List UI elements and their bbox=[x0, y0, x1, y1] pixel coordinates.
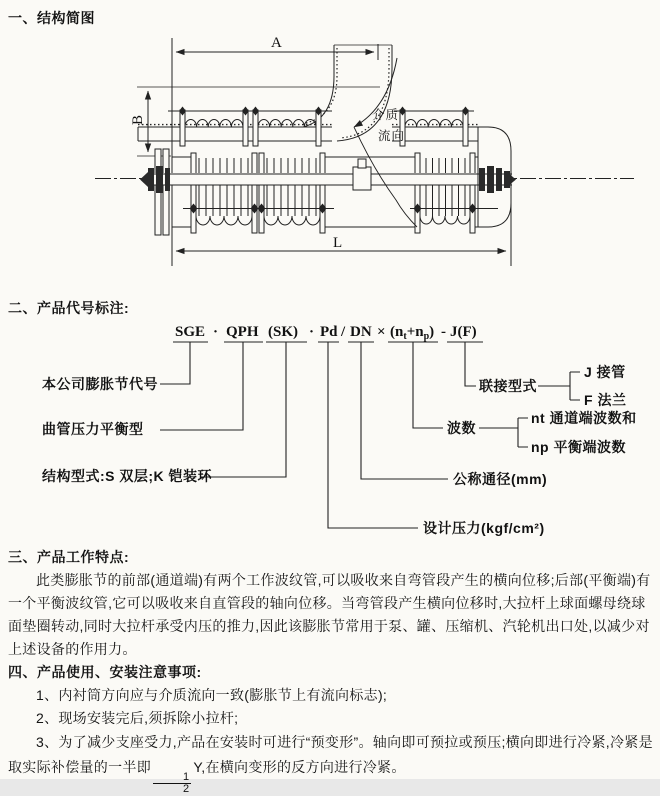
section3-paragraph: 此类膨胀节的前部(通道端)有两个工作波纹管,可以吸收来自弯管段产生的横向位移;后部(平衡端)有一个平衡波纹管,它可以吸收来自直管段的轴向位移。当弯管段产生横向位移时,大拉杆上球面螺母绕球面垫圈转动,同时大拉杆承受内压的推力,因此该膨胀节常用于泵、罐、压缩机、汽轮机出口处,以减少对上述设备的作用力。 bbox=[8, 572, 651, 657]
dim-label-B: B bbox=[130, 114, 146, 125]
label-wave-count: 波数 bbox=[447, 420, 476, 436]
section3-heading: 三、产品工作特点: bbox=[8, 549, 130, 565]
label-nominal-diameter: 公称通径(mm) bbox=[453, 471, 548, 487]
section4-item3 bbox=[8, 730, 656, 796]
label-balanced-type: 曲管压力平衡型 bbox=[42, 421, 144, 437]
label-company-code: 本公司膨胀节代号 bbox=[42, 376, 158, 392]
label-conn-f: F 法兰 bbox=[584, 392, 627, 408]
code-slash: / bbox=[341, 324, 346, 340]
dim-label-A: A bbox=[271, 35, 282, 51]
structure-diagram bbox=[0, 30, 660, 280]
code-dot1: · bbox=[213, 324, 219, 340]
code-jf: J(F) bbox=[450, 324, 477, 340]
upper-bellows bbox=[168, 107, 474, 147]
item3-text-after: Y,在横向变形的反方向进行冷紧。 bbox=[193, 759, 406, 775]
item3-text-before: 3、为了减少支座受力,产品在安装时可进行“预变形”。轴向即可预拉或预压;横向即进行冷紧,冷紧是取实际补偿量的一半即 bbox=[8, 734, 653, 775]
spherical-nut-fitting bbox=[353, 167, 371, 190]
code-sge: SGE bbox=[175, 324, 206, 340]
text-sections bbox=[8, 546, 656, 796]
code-connector-lines bbox=[160, 342, 580, 528]
section1-heading: 一、结构简图 bbox=[8, 10, 95, 26]
code-times: × bbox=[377, 324, 386, 340]
label-wave-np: np 平衡端波数 bbox=[531, 439, 626, 455]
label-connection-type: 联接型式 bbox=[479, 378, 537, 394]
one-half-fraction: $\frac{1}{2}$ bbox=[153, 772, 191, 796]
diagram-linework bbox=[95, 38, 634, 266]
lower-bellows bbox=[191, 153, 475, 233]
section4-item1: 1、内衬筒方向应与介质流向一致(膨胀节上有流向标志); bbox=[36, 687, 388, 703]
code-pd: Pd bbox=[320, 324, 338, 340]
flow-label-line2: 流向 bbox=[378, 129, 406, 143]
product-code-diagram bbox=[0, 318, 660, 543]
label-design-pressure: 设计压力(kgf/cm²) bbox=[423, 520, 545, 536]
product-code-line bbox=[175, 324, 477, 342]
dim-label-L: L bbox=[333, 235, 343, 251]
code-wave-term: $(n_t+n_p)$ bbox=[390, 324, 435, 342]
code-dn: DN bbox=[350, 324, 372, 340]
label-conn-j: J 接管 bbox=[584, 364, 626, 380]
label-structure-type: 结构型式:S 双层;K 铠装环 bbox=[42, 468, 213, 484]
flow-label-line1: 介质 bbox=[372, 108, 400, 122]
code-qph: QPH bbox=[226, 324, 259, 340]
section4-heading: 四、产品使用、安装注意事项: bbox=[8, 664, 202, 680]
section4-item2: 2、现场安装完后,须拆除小拉杆; bbox=[36, 710, 239, 726]
code-dot2: · bbox=[309, 324, 315, 340]
label-wave-nt: nt 通道端波数和 bbox=[531, 410, 637, 426]
bottom-tie-rods bbox=[183, 204, 498, 214]
code-sk: (SK) bbox=[268, 324, 298, 340]
section2-heading: 二、产品代号标注: bbox=[8, 300, 130, 316]
code-dash: - bbox=[441, 324, 446, 340]
